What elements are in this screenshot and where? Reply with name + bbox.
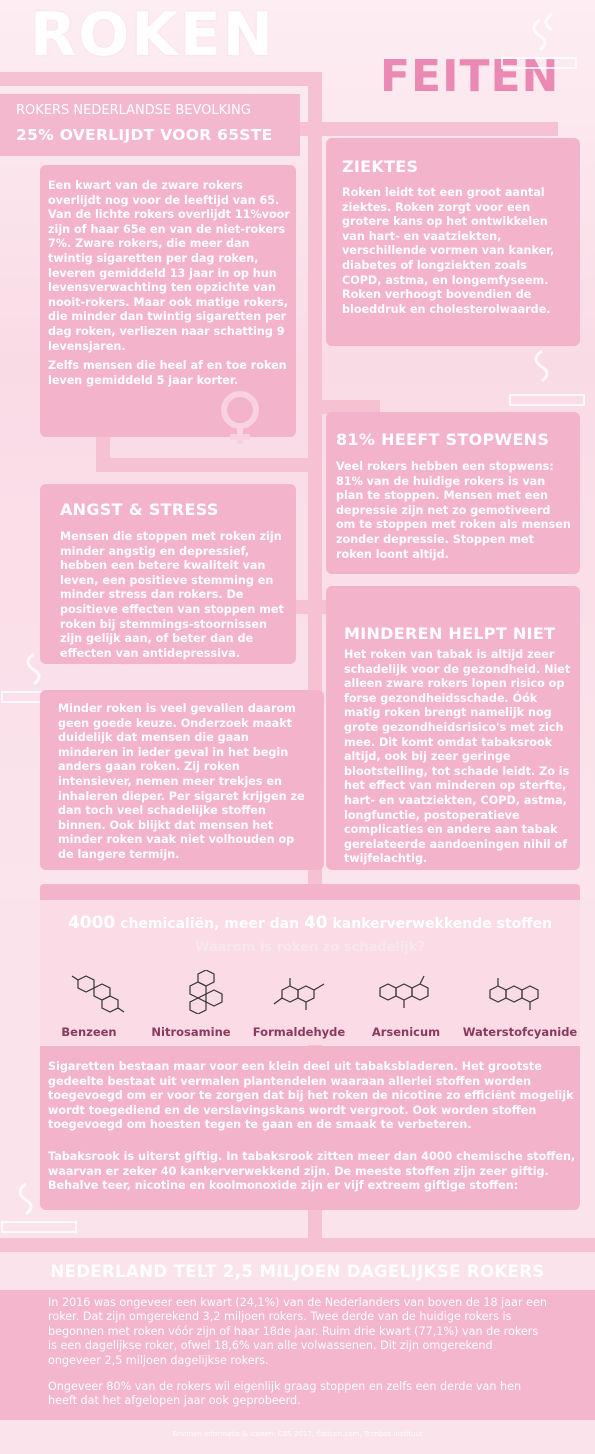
sources-footer: Bronnen informatie & iconen: CBS 2017, flaticon.com, Trimbos instituut (172, 1430, 423, 1438)
chemical-label-nitrosamine: Nitrosamine (151, 1025, 231, 1039)
stopwens-card (326, 412, 580, 574)
netherlands-body-2: Ongeveer 80% van de rokers wil eigenlijk graag stoppen en zelfs een derde van hen heeft dat het afgelopen jaar ook geprobeerd. (48, 1380, 522, 1408)
chemicals-num-1: 4000 (67, 913, 116, 933)
netherlands-title: NEDERLAND TELT 2,5 MILJOEN DAGELIJKSE ROKERS (50, 1262, 545, 1281)
arsenicum-molecule-icon (374, 972, 434, 1016)
stopwens-title: 81% HEEFT STOPWENS (336, 430, 550, 449)
angst-stress-body: Mensen die stoppen met roken zijn minder angstig en depressief, hebben een betere kwaliteit van leven, een positieve stemming en minder stress dan rokers. De positieve effecten van stoppen met roken bij stemmings-stoornissen zijn gelijk aan, of beter dan de effecten van antidepressiva. (60, 530, 284, 660)
title-feiten: FEITEN (380, 51, 560, 102)
chemicals-body-1: Sigaretten bestaan maar voor een klein deel uit tabaksbladeren. Het grootste gedeelte bestaat uit vermalen plantendelen waaraan allerlei stoffen worden toegevoegd om er voor te zorgen dat bij het roken de nicotine zo efficiënt mogelijk wordt toegediend en de verslavingskans wordt vergroot. Ook worden stoffen toegevoegd om hoesten tegen te gaan en de smaak te verbeteren. (48, 1060, 574, 1132)
ziektes-body: Roken leidt tot een groot aantal ziektes. Roken zorgt voor een grotere kans op het ontwikkelen van hart- en vaatziekten, verschillende vormen van kanker, diabetes of longziekten zoals COPD, astma, en longemfyseem. Roken verhoogt bovendien de bloeddruk en cholesterolwaarde. (342, 186, 555, 316)
waterstofcyanide-molecule-icon (484, 972, 544, 1016)
benzeen-molecule-icon (66, 972, 126, 1016)
mortality-headline: 25% OVERLIJDT VOOR 65STE (16, 126, 273, 144)
chemical-label-formaldehyde: Formaldehyde (252, 1025, 346, 1039)
minderen-left-body: Minder roken is veel gevallen daarom geen goede keuze. Onderzoek maakt duidelijk dat mensen die gaan minderen in ieder geval in het begin anders gaan roken. Zij roken intensiever, nemen meer trekjes en inhaleren dieper. Per sigaret krijgen ze dan toch veel schadelijke stoffen binnen. Ook blijkt dat mensen het minder roken vaak niet volhouden op de langere termijn. (58, 702, 305, 861)
minderen-body: Het roken van tabak is altijd zeer schadelijk voor de gezondheid. Niet alleen zware rokers lopen risico op forse gezondheidsschade. Óók matig roken brengt namelijk nog grote gezondheidsrisico's met zich mee. Dit komt omdat tabaksrook altijd, ook bij zeer geringe blootstelling, tot schade leidt. Zo is het effect van minderen op sterfte, hart- en vaatziekten, COPD, astma, longfunctie, postoperatieve complicaties en andere aan tabak gerelateerde aandoeningen nihil of twijfelachtig. (344, 648, 571, 866)
mortality-banner (0, 94, 300, 156)
gender-icon (210, 385, 280, 445)
mortality-body-2: Zelfs mensen die heel af en toe roken leven gemiddeld 5 jaar korter. (48, 359, 287, 387)
ziektes-title: ZIEKTES (342, 157, 419, 176)
stopwens-body: Veel rokers hebben een stopwens: 81% van de huidige rokers is van plan te stoppen. Mensen met een depressie zijn net zo gemotiveerd om te stoppen met roken als mensen zonder depressie. Stoppen met roken loont altijd. (336, 460, 571, 561)
title-roken: ROKEN (30, 0, 275, 70)
chemical-label-waterstofcyanide: Waterstofcyanide (462, 1025, 578, 1039)
connector-line (0, 72, 320, 86)
chemicals-num-2: 40 (303, 913, 328, 933)
chemicals-text-2: kankerverwekkende stoffen (327, 916, 553, 932)
nitrosamine-molecule-icon (176, 970, 236, 1014)
cigarette-icon (508, 345, 588, 415)
chemical-label-arsenicum: Arsenicum (371, 1025, 441, 1039)
chemicals-subtitle: Waarom is roken zo schadelijk? (195, 940, 425, 955)
cigarette-icon (500, 10, 580, 80)
connector-line (0, 1238, 595, 1252)
angst-stress-card (40, 484, 296, 664)
mortality-card (40, 165, 296, 437)
mortality-body: Een kwart van de zware rokers overlijdt nog voor de leeftijd van 65. Van de lichte rokers overlijdt 11%voor zijn of haar 65e en van de niet-rokers 7%. Zware rokers, die meer dan twintig sigaretten per dag roken, leveren gemiddeld 13 jaar in op hun levensverwachting ten opzichte van nooit-rokers. Maar ook matige rokers, die minder dan twintig sigaretten per dag roken, verliezen naar schatting 9 levensjaren. (48, 179, 290, 353)
minderen-card (326, 586, 580, 870)
formaldehyde-molecule-icon (272, 972, 332, 1016)
connector-line (300, 122, 558, 136)
ziektes-card (326, 138, 580, 346)
minderen-left-card (40, 690, 324, 870)
chemicals-body-2: Tabaksrook is uiterst giftig. In tabaksrook zitten meer dan 4000 chemische stoffen, waarvan er zeker 40 kankerverwekkend zijn. De meeste stoffen zijn zeer giftig. Behalve teer, nicotine en koolmonoxide zijn er vijf extreem giftige stoffen: (48, 1150, 576, 1193)
chemicals-headline (40, 913, 580, 933)
angst-stress-title: ANGST & STRESS (60, 500, 219, 519)
minderen-title: MINDEREN HELPT NIET (344, 624, 556, 643)
chemicals-header (40, 884, 580, 900)
chemicals-text-1: chemicaliën, meer dan (115, 916, 304, 932)
netherlands-body-1: In 2016 was ongeveer een kwart (24,1%) van de Nederlanders van boven de 18 jaar een roker. Dat zijn omgerekend 3,2 miljoen rokers. Twee derde van de huidige rokers is begonnen met roken vóór zijn of haar 18de jaar. Ruim drie kwart (77,1%) van de rokers is een dagelijkse roker, ofwel 18,6% van alle volwassenen. Dit zijn omgerekend ongeveer 2,5 miljoen dagelijkse rokers. (48, 1296, 547, 1367)
chemicals-text-card (40, 1046, 580, 1210)
chemicals-panel (40, 900, 580, 1045)
chemical-label-benzeen: Benzeen (61, 1025, 117, 1039)
netherlands-card (0, 1290, 595, 1420)
mortality-kicker: ROKERS NEDERLANDSE BEVOLKING (16, 103, 251, 118)
connector-line (96, 458, 320, 472)
